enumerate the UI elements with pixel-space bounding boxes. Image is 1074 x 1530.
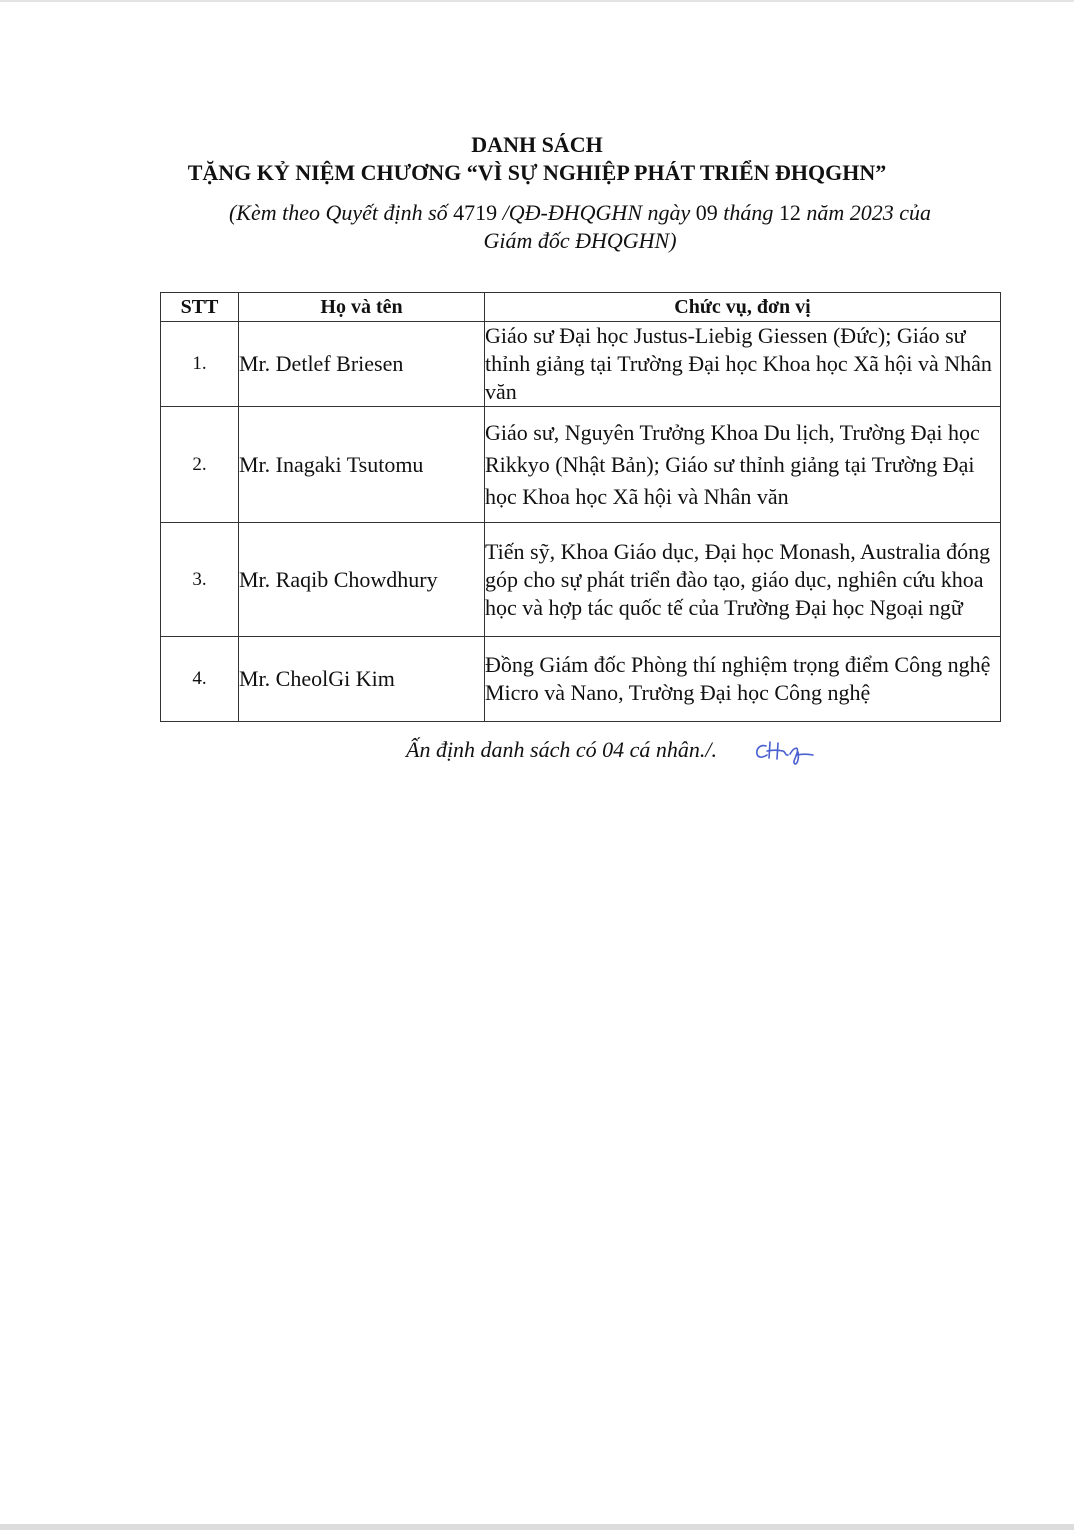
decision-day: 09 [695, 200, 718, 225]
recipient-position: Tiến sỹ, Khoa Giáo dục, Đại học Monash, Australia đóng góp cho sự phát triển đào tạo, giáo dục, nghiên cứu khoa học và hợp tác quốc tế của Trường Đại học Ngoại ngữ [485, 523, 1001, 637]
recipient-name: Mr. CheolGi Kim [239, 637, 485, 722]
row-number: 1. [161, 322, 239, 407]
decision-number: 4719 [453, 200, 498, 225]
recipients-table [160, 292, 1001, 722]
document-title-award: TẶNG KỶ NIỆM CHƯƠNG “VÌ SỰ NGHIỆP PHÁT TRIỂN ĐHQGHN” [187, 160, 887, 185]
table-row [161, 523, 1001, 637]
decision-mid1: /QĐ-ĐHQGHN ngày [497, 200, 696, 225]
document-title: DANH SÁCH [471, 132, 603, 157]
table-header-row [161, 293, 1001, 322]
recipient-position: Giáo sư, Nguyên Trưởng Khoa Du lịch, Trường Đại học Rikkyo (Nhật Bản); Giáo sư thỉnh giảng tại Trường Đại học Khoa học Xã hội và Nhân văn [485, 407, 1001, 523]
table-row [161, 637, 1001, 722]
recipient-position: Đồng Giám đốc Phòng thí nghiệm trọng điểm Công nghệ Micro và Nano, Trường Đại học Công nghệ [485, 637, 1001, 722]
recipient-name: Mr. Raqib Chowdhury [239, 523, 485, 637]
header-position: Chức vụ, đơn vị [485, 293, 1001, 322]
recipient-name: Mr. Inagaki Tsutomu [239, 407, 485, 523]
row-number: 4. [161, 637, 239, 722]
decision-issuer: Giám đốc ĐHQGHN) [483, 228, 677, 253]
recipient-name: Mr. Detlef Briesen [239, 322, 485, 407]
decision-reference [160, 199, 1000, 227]
row-number: 3. [161, 523, 239, 637]
decision-mid2: tháng [717, 200, 779, 225]
footer-note: Ấn định danh sách có 04 cá nhân./. [406, 737, 718, 762]
decision-prefix: (Kèm theo Quyết định số [228, 200, 454, 225]
recipient-position: Giáo sư Đại học Justus-Liebig Giessen (Đức); Giáo sư thỉnh giảng tại Trường Đại học Khoa học Xã hội và Nhân văn [485, 322, 1001, 407]
table-row [161, 407, 1001, 523]
header-stt: STT [161, 293, 239, 322]
table-row [161, 322, 1001, 407]
decision-suffix: năm 2023 của [800, 200, 932, 225]
decision-month: 12 [778, 200, 801, 225]
header-name: Họ và tên [239, 293, 485, 322]
row-number: 2. [161, 407, 239, 523]
signature-icon [752, 737, 814, 765]
